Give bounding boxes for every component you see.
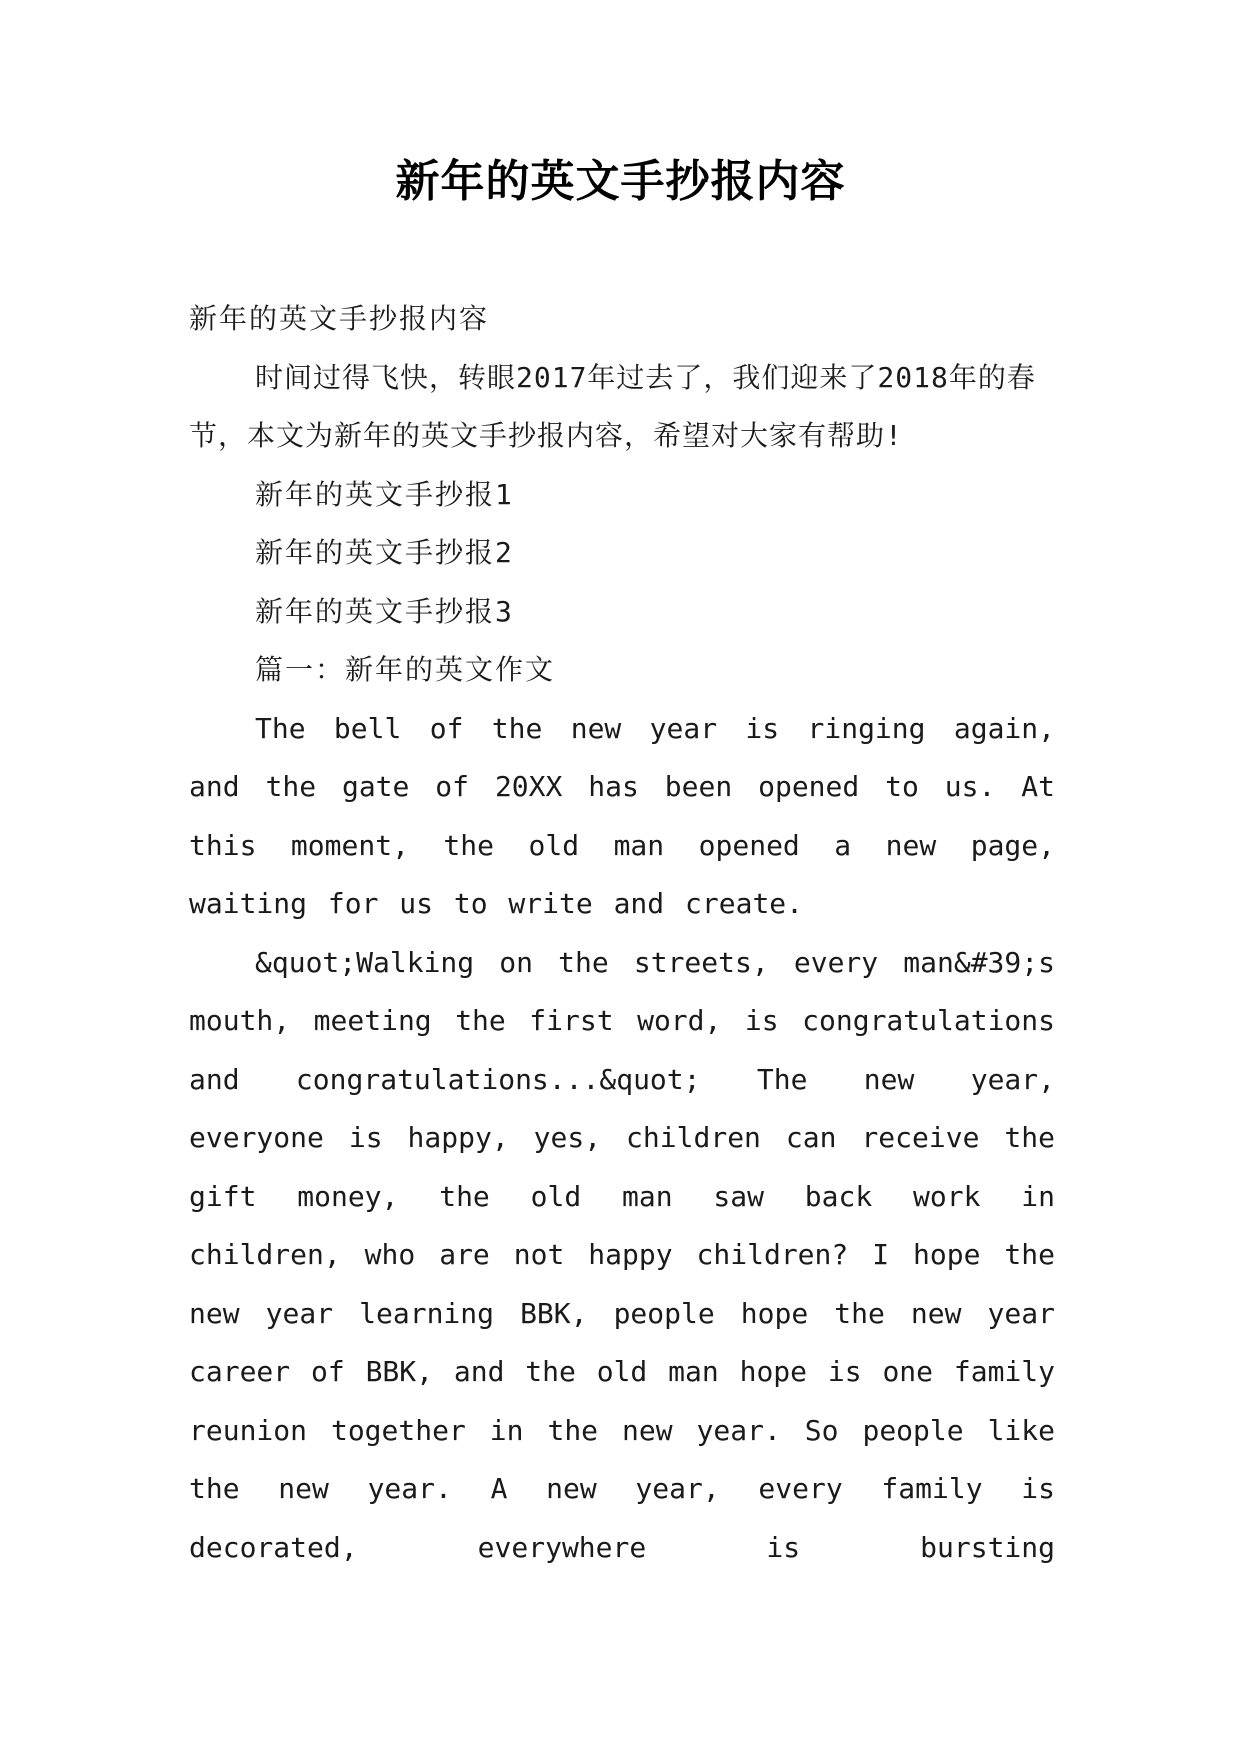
intro-paragraph: 时间过得飞快，转眼2017年过去了，我们迎来了2018年的春节，本文为新年的英文手抄报内容，希望对大家有帮助! xyxy=(189,360,1036,452)
document-title: 新年的英文手抄报内容 xyxy=(395,156,846,207)
document-body xyxy=(189,290,1055,1577)
toc-item-3: 新年的英文手抄报3 xyxy=(255,594,514,628)
english-paragraph-2: &quot;Walking on the streets, every man&#39;s mouth, meeting the first word, is congratulations and congratulations...&quot; The new year, everyone is happy, yes, children can receive the gift money, the old man saw back work in children, who are not happy children? I hope the new year learning BBK, people hope the new year career of BBK, and the old man hope is one family reunion together in the new year. So people like the new year. A new year, every family is decorated, everywhere is bursting xyxy=(189,945,1056,1564)
document-subtitle: 新年的英文手抄报内容 xyxy=(189,302,490,335)
toc-item-1: 新年的英文手抄报1 xyxy=(255,477,514,511)
english-paragraph-1: The bell of the new year is ringing again, and the gate of 20XX has been opened to us. At this moment, the old man opened a new page, waiting for us to write and create. xyxy=(189,711,1055,920)
toc-item-2: 新年的英文手抄报2 xyxy=(255,536,514,569)
section-heading: 篇一：新年的英文作文 xyxy=(255,653,556,686)
